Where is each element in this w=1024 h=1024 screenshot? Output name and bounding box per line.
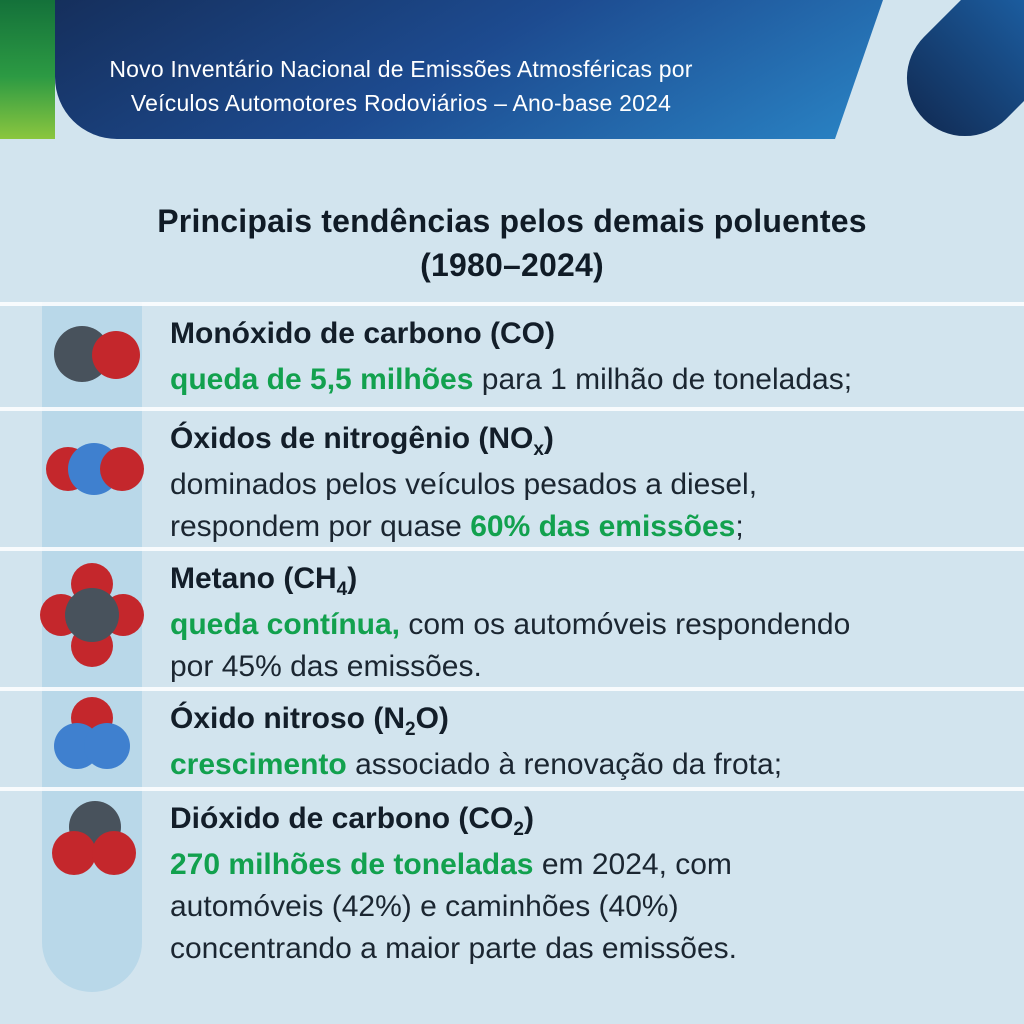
heading-text-post: ) — [347, 562, 358, 595]
page-title — [0, 199, 1024, 287]
pollutant-heading — [170, 418, 1024, 464]
highlight-text: queda contínua, — [170, 608, 401, 641]
carbon-atom — [65, 588, 119, 642]
pollutant-description-line — [170, 886, 1024, 928]
heading-text: Dióxido de carbono (CO — [170, 802, 514, 835]
co-molecule-icon — [42, 306, 142, 406]
heading-text-post: ) — [543, 422, 554, 455]
pollutant-heading — [170, 798, 1024, 844]
header-title — [95, 52, 707, 120]
heading-text-post: ) — [523, 802, 534, 835]
body-text: dominados pelos veículos pesados a diesel, — [170, 468, 758, 501]
heading-subscript: 4 — [336, 579, 348, 600]
row-text — [170, 791, 1024, 970]
pollutant-description-line — [170, 604, 1024, 646]
heading-text: Óxidos de nitrogênio (NO — [170, 422, 534, 455]
heading-subscript: x — [533, 439, 544, 460]
pollutant-list — [0, 302, 1024, 979]
highlight-text: queda de 5,5 milhões — [170, 363, 474, 396]
highlight-text: 270 milhões de toneladas — [170, 848, 534, 881]
heading-text: Óxido nitroso (N — [170, 702, 405, 735]
list-item-ch4 — [0, 547, 1024, 687]
corner-capsule-shape — [883, 0, 1024, 160]
pollutant-heading — [170, 698, 1024, 744]
heading-subscript: 2 — [513, 819, 524, 840]
pollutant-description-line — [170, 646, 1024, 688]
highlight-text: crescimento — [170, 748, 347, 781]
pollutant-description-line — [170, 928, 1024, 970]
page-title-line1: Principais tendências pelos demais poluentes — [157, 203, 867, 239]
co2-molecule-icon — [42, 799, 142, 899]
heading-text: Metano (CH — [170, 562, 337, 595]
row-text — [170, 306, 1024, 401]
ch4-molecule-icon — [42, 563, 142, 663]
nox-molecule-icon — [42, 419, 142, 519]
pollutant-heading — [170, 313, 1024, 359]
pollutant-description-line — [170, 359, 1024, 401]
header-title-line2: Veículos Automotores Rodoviários – Ano-base 2024 — [130, 90, 672, 116]
green-edge-strip — [0, 0, 55, 139]
list-item-n2o — [0, 687, 1024, 787]
list-item-co — [0, 302, 1024, 407]
body-text: com os automóveis respondendo — [400, 608, 851, 641]
body-text: por 45% das emissões. — [170, 650, 482, 683]
heading-subscript: 2 — [405, 719, 416, 740]
body-text: para 1 milhão de toneladas; — [473, 363, 853, 396]
pollutant-description-line — [170, 744, 1024, 786]
body-text: automóveis (42%) e caminhões (40%) — [170, 890, 679, 923]
row-text — [170, 411, 1024, 548]
body-text: em 2024, com — [533, 848, 732, 881]
heading-text-post: O) — [415, 702, 449, 735]
oxygen-atom — [92, 331, 140, 379]
header-title-line1: Novo Inventário Nacional de Emissões Atmosféricas por — [109, 56, 693, 82]
body-text: concentrando a maior parte das emissões. — [170, 932, 737, 965]
pollutant-description-line — [170, 844, 1024, 886]
list-item-nox — [0, 407, 1024, 547]
pollutant-heading — [170, 558, 1024, 604]
n2o-molecule-icon — [42, 691, 142, 791]
oxygen-atom — [92, 831, 136, 875]
list-item-co2 — [0, 787, 1024, 979]
row-text — [170, 691, 1024, 786]
heading-text: Monóxido de carbono (CO) — [170, 317, 555, 350]
highlight-text: 60% das emissões — [470, 510, 736, 543]
page-title-line2: (1980–2024) — [420, 247, 604, 283]
nitrogen-atom — [84, 723, 130, 769]
body-text: associado à renovação da frota; — [346, 748, 783, 781]
oxygen-atom — [52, 831, 96, 875]
row-text — [170, 551, 1024, 688]
pollutant-description-line — [170, 464, 1024, 506]
body-text: ; — [735, 510, 744, 543]
body-text: respondem por quase — [170, 510, 471, 543]
pollutant-description-line — [170, 506, 1024, 548]
oxygen-atom — [100, 447, 144, 491]
